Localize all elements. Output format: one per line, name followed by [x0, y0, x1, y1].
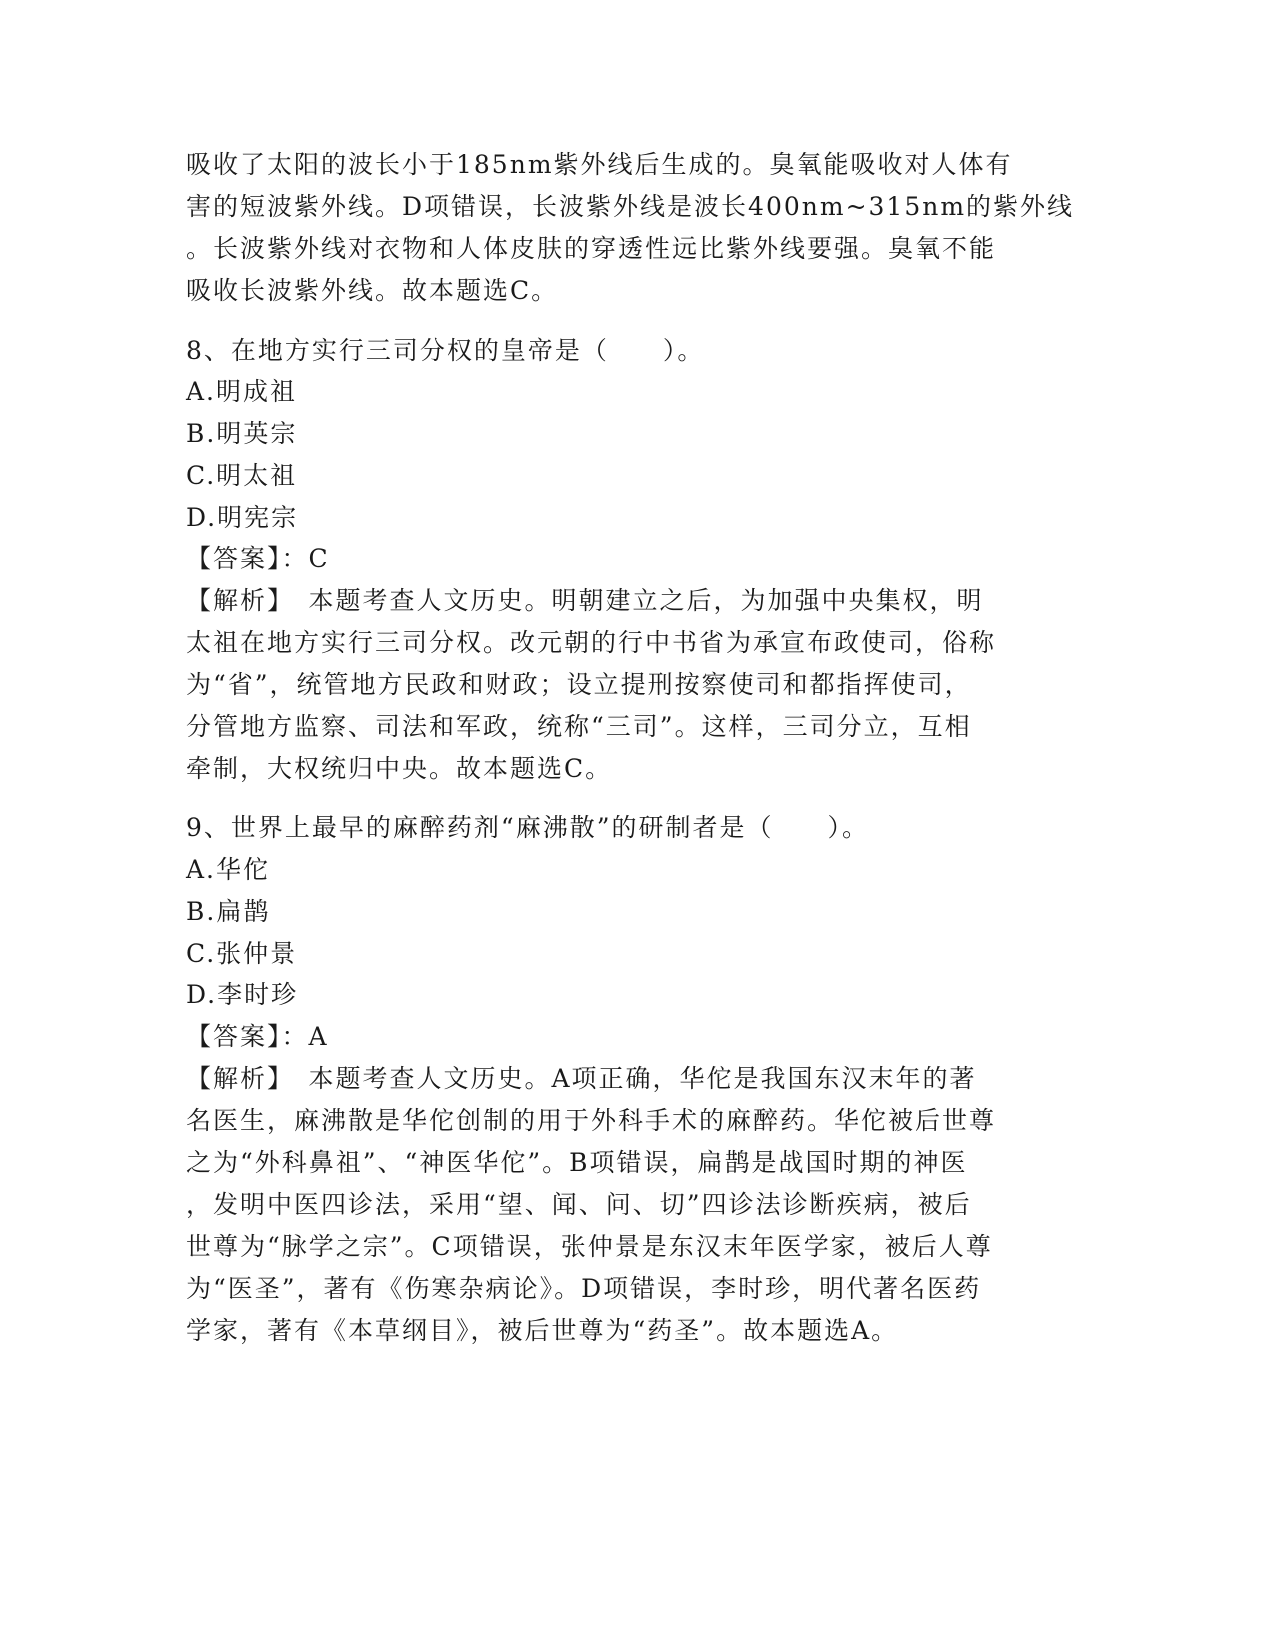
question-9-explanation-line: 世尊为“脉学之宗”。C项错误，张仲景是东汉末年医学家，被后人尊 — [186, 1232, 993, 1261]
prev-explanation-line: 吸收了太阳的波长小于185nm紫外线后生成的。臭氧能吸收对人体有 — [186, 150, 1013, 179]
question-9-option-a: A.华佗 — [186, 855, 271, 884]
prev-explanation-line: 吸收长波紫外线。故本题选C。 — [186, 276, 559, 305]
question-8-explanation-line: 为“省”，统管地方民政和财政；设立提刑按察使司和都指挥使司， — [186, 670, 972, 699]
question-8-option-a: A.明成祖 — [186, 377, 298, 406]
question-8-stem: 8、在地方实行三司分权的皇帝是（ ）。 — [186, 336, 705, 365]
question-8-explanation-line: 牵制，大权统归中央。故本题选C。 — [186, 754, 613, 783]
question-8-explanation-line: 太祖在地方实行三司分权。改元朝的行中书省为承宣布政使司，俗称 — [186, 628, 997, 657]
prev-explanation-line: 害的短波紫外线。D项错误，长波紫外线是波长400nm~315nm的紫外线 — [186, 192, 1075, 221]
question-8-answer: 【答案】：C — [186, 544, 330, 573]
question-9-explanation-line: 之为“外科鼻祖”、“神医华佗”。B项错误，扁鹊是战国时期的神医 — [186, 1148, 968, 1177]
question-8-option-c: C.明太祖 — [186, 461, 298, 490]
question-9-stem: 9、世界上最早的麻醉药剂“麻沸散”的研制者是（ ）。 — [186, 813, 869, 842]
question-9-explanation-line: 为“医圣”，著有《伤寒杂病论》。D项错误，李时珍，明代著名医药 — [186, 1274, 982, 1303]
question-8-option-b: B.明英宗 — [186, 419, 298, 448]
question-9-explanation-line: ，发明中医四诊法，采用“望、闻、问、切”四诊法诊断疾病，被后 — [186, 1190, 972, 1219]
question-9-explanation-line: 【解析】 本题考查人文历史。A项正确，华佗是我国东汉末年的著 — [186, 1064, 977, 1093]
question-9-option-b: B.扁鹊 — [186, 897, 271, 926]
question-8-explanation-line: 【解析】 本题考查人文历史。明朝建立之后，为加强中央集权，明 — [186, 586, 984, 615]
question-9-explanation-line: 名医生，麻沸散是华佗创制的用于外科手术的麻醉药。华佗被后世尊 — [186, 1106, 997, 1135]
question-8-option-d: D.明宪宗 — [186, 503, 299, 532]
question-9-option-c: C.张仲景 — [186, 939, 298, 968]
question-9-option-d: D.李时珍 — [186, 980, 299, 1009]
question-9-explanation-line: 学家，著有《本草纲目》，被后世尊为“药圣”。故本题选A。 — [186, 1316, 899, 1345]
question-9-answer: 【答案】：A — [186, 1022, 329, 1051]
prev-explanation-line: 。长波紫外线对衣物和人体皮肤的穿透性远比紫外线要强。臭氧不能 — [186, 234, 997, 263]
question-8-explanation-line: 分管地方监察、司法和军政，统称“三司”。这样，三司分立，互相 — [186, 712, 972, 741]
